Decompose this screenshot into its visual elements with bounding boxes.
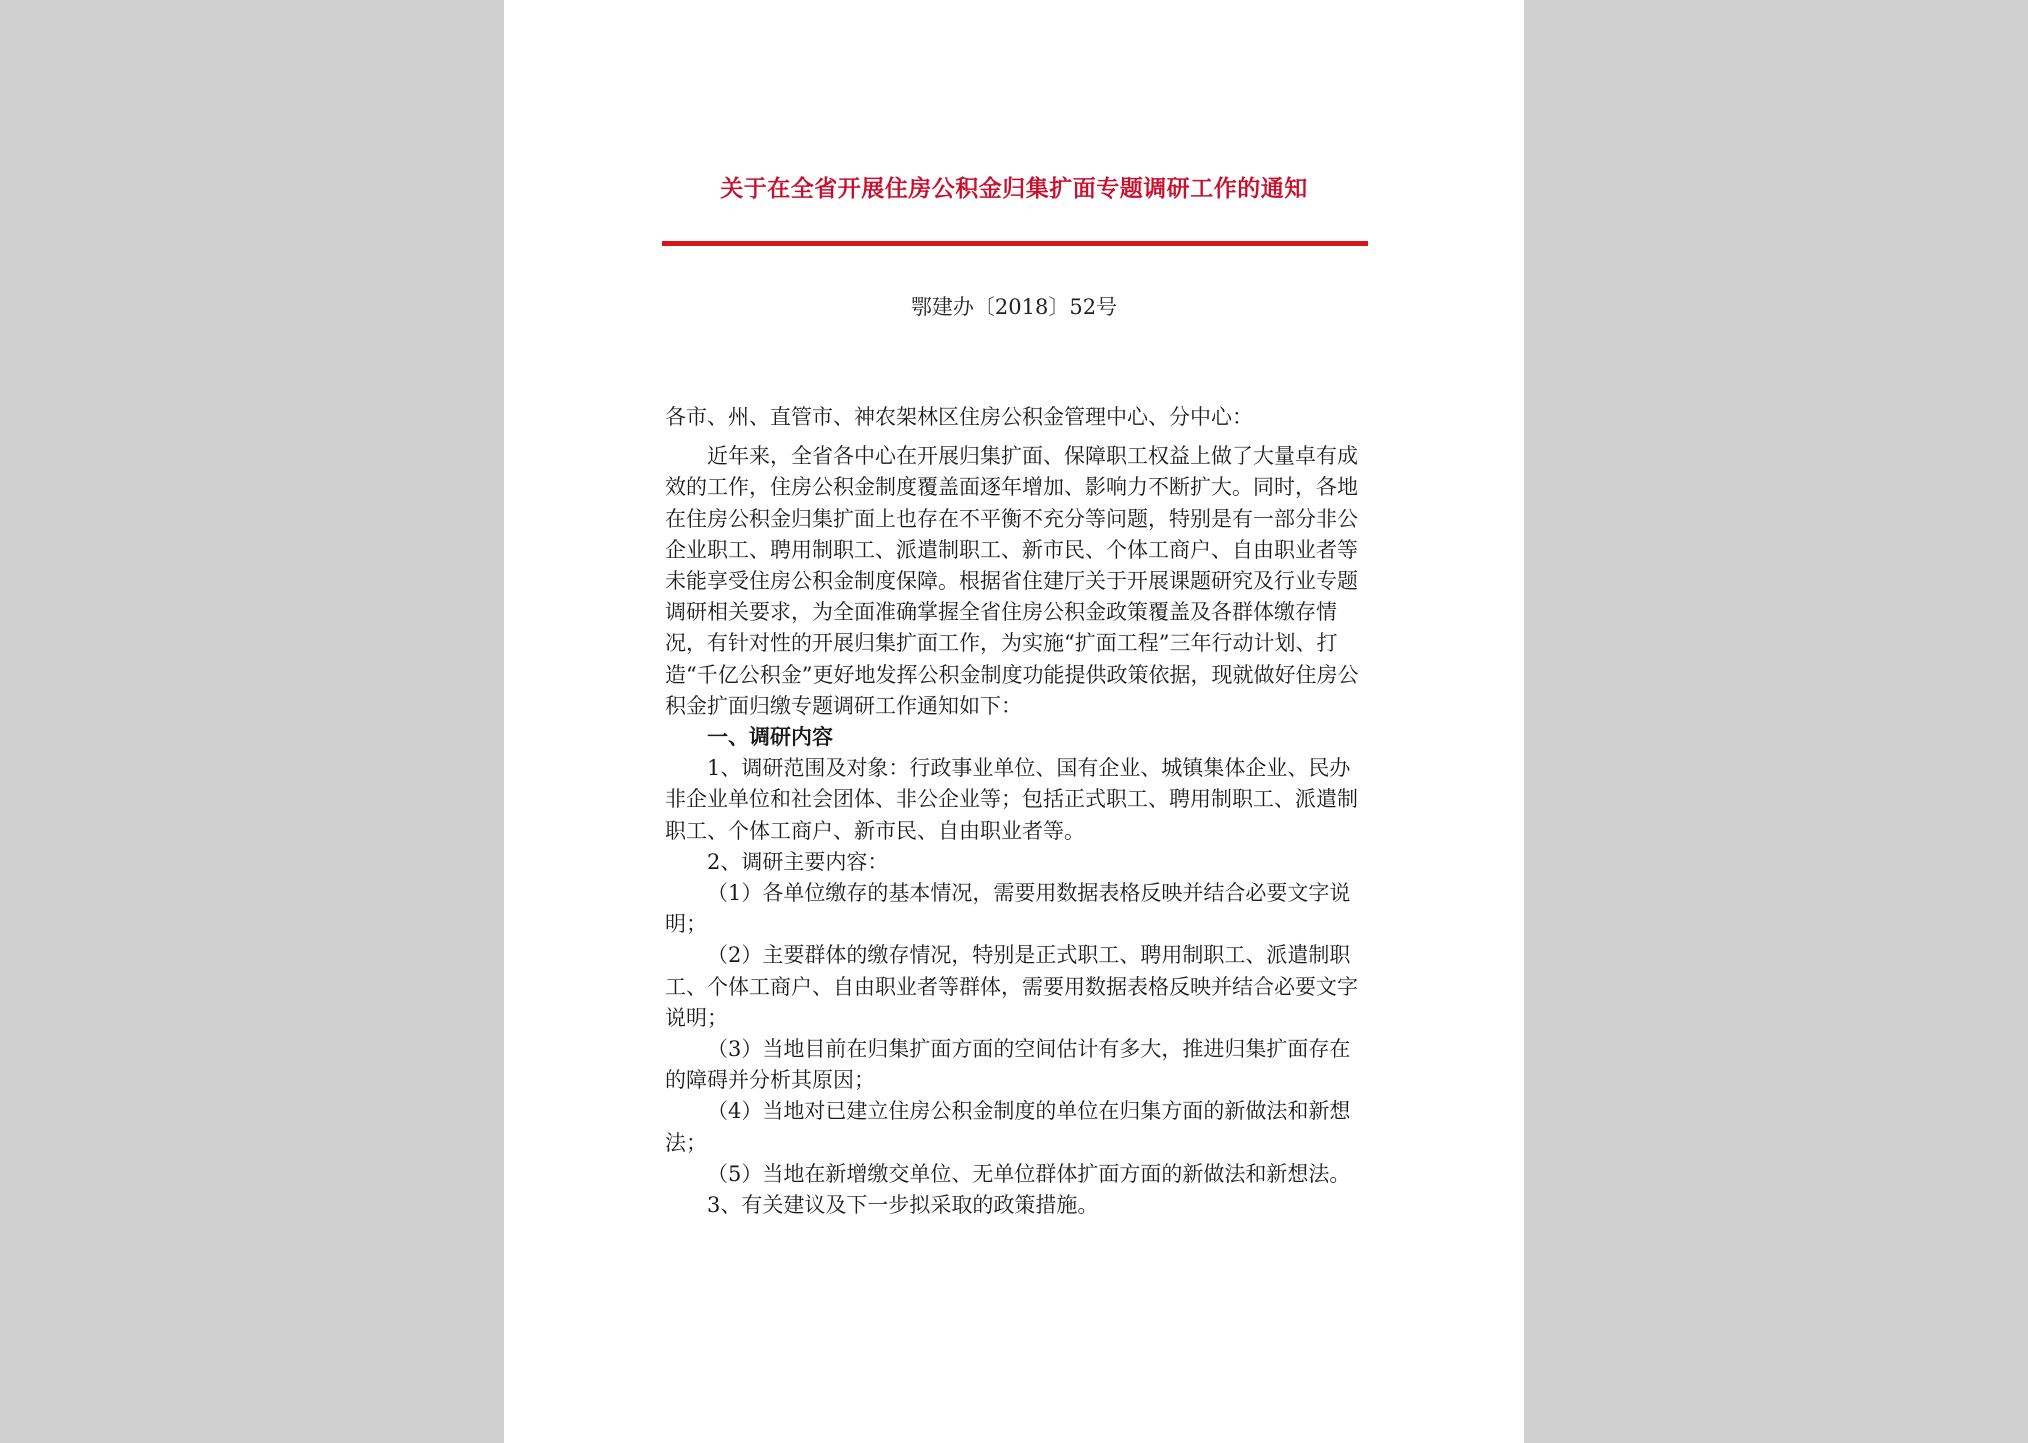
sub-list-item: （5）当地在新增缴交单位、无单位群体扩面方面的新做法和新想法。 [707, 1161, 1351, 1186]
document-page [504, 0, 1524, 1443]
section-heading: 一、调研内容 [707, 725, 833, 750]
list-item: 1、调研范围及对象：行政事业单位、国有企业、城镇集体企业、民办非企业单位和社会团体、非公企业等；包括正式职工、聘用制职工、派遣制职工、个体工商户、新市民、自由职业者等。 [665, 756, 1358, 843]
document-title: 关于在全省开展住房公积金归集扩面专题调研工作的通知 [720, 176, 1308, 202]
sub-list-item: （1）各单位缴存的基本情况，需要用数据表格反映并结合必要文字说明； [665, 881, 1351, 937]
document-body [665, 402, 1369, 1221]
sub-list-item: （2）主要群体的缴存情况，特别是正式职工、聘用制职工、派遣制职工、个体工商户、自由职业者等群体，需要用数据表格反映并结合必要文字说明； [665, 943, 1358, 1030]
intro-paragraph: 近年来，全省各中心在开展归集扩面、保障职工权益上做了大量卓有成效的工作，住房公积金制度覆盖面逐年增加、影响力不断扩大。同时，各地在住房公积金归集扩面上也存在不平衡不充分等问题，特别是有一部分非公企业职工、聘用制职工、派遣制职工、新市民、个体工商户、自由职业者等未能享受住房公积金制度保障。根据省住建厅关于开展课题研究及行业专题调研相关要求，为全面准确掌握全省住房公积金政策覆盖及各群体缴存情况，有针对性的开展归集扩面工作，为实施“扩面工程”三年行动计划、打造“千亿公积金”更好地发挥公积金制度功能提供政策依据，现就做好住房公积金扩面归缴专题调研工作通知如下： [665, 444, 1359, 718]
sub-list-item: （4）当地对已建立住房公积金制度的单位在归集方面的新做法和新想法； [665, 1099, 1351, 1155]
document-number: 鄂建办〔2018〕52号 [910, 295, 1118, 319]
list-item: 3、有关建议及下一步拟采取的政策措施。 [707, 1193, 1099, 1218]
list-item: 2、调研主要内容： [707, 849, 889, 874]
red-header-rule [662, 241, 1368, 246]
salutation: 各市、州、直管市、神农架林区住房公积金管理中心、分中心： [665, 405, 1253, 429]
sub-list-item: （3）当地目前在归集扩面方面的空间估计有多大，推进归集扩面存在的障碍并分析其原因； [665, 1037, 1351, 1093]
